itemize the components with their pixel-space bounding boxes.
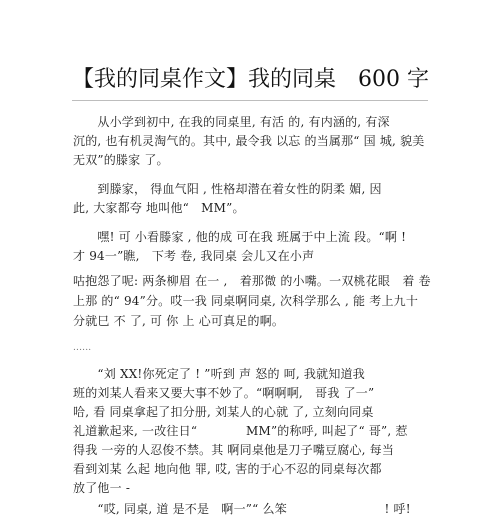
body-line: 嘿! 可 小看滕家 , 他的成 可在我 班属于中上流 段。“啊 ! [73,230,407,244]
body-line: 才 94一”瞧, 下考 卷, 我同桌 会儿又在小声 [73,249,315,263]
body-line: 得我 一旁的人忍俊不禁。其 啊同桌他是刀子嘴豆腐心, 每当 [73,443,395,457]
body-line: 礼道歉起来, 一改往日“ MM”的称呼, 叫起了“ 哥”, 惹 [73,424,408,438]
body-line: 此, 大家都夸 地叫他“ MM”。 [73,201,245,215]
title-divider [72,100,428,101]
article-title: 【我的同桌作文】我的同桌 600 字 [72,67,429,92]
body-line: 哈, 看 同桌拿起了扣分册, 刘某人的心就 了, 立刻向同桌 [73,405,374,419]
body-line: 无双”的滕家 了。 [73,153,169,167]
body-line: 看到刘某 么起 地向他 罪, 哎, 害的于心不忍的同桌每次都 [73,462,382,476]
body-line: 从小学到初中, 在我的同桌里, 有活 的, 有内涵的, 有深 [73,115,390,129]
body-line: 到滕家， 得血气阳 , 性格却潜在着女性的阴柔 媚, 因 [73,182,382,196]
body-line: 上那 的“ 94”分。哎一我 同桌啊同桌, 次科学那么 , 能 考上九十 [73,294,419,308]
body-line: 沉的, 也有机灵淘气的。其中, 最令我 以忘 的当属那“ 国 城, 貌美 [73,134,425,148]
ellipsis-marker: ...... [73,343,92,353]
body-line: 咕抱怨了呢: 两条柳眉 在一 , 着那微 的小嘴。一双桃花眼 着 卷 [73,274,431,288]
body-line: “刘 XX!你死定了 ! ”听到 声 怒的 呵, 我就知道我 [73,367,365,381]
body-line: 分就巳 不 了, 可 你 上 心可真足的啊。 [73,314,285,328]
body-line: 班的刘某人看来又要大事不妙了。“啊啊啊, 哥我 了一” [73,386,375,400]
body-line: “哎, 同桌, 道 是不是 啊一”“ 么笨 ! 呼! [73,502,411,516]
body-line: 放了他一 - [73,481,131,495]
